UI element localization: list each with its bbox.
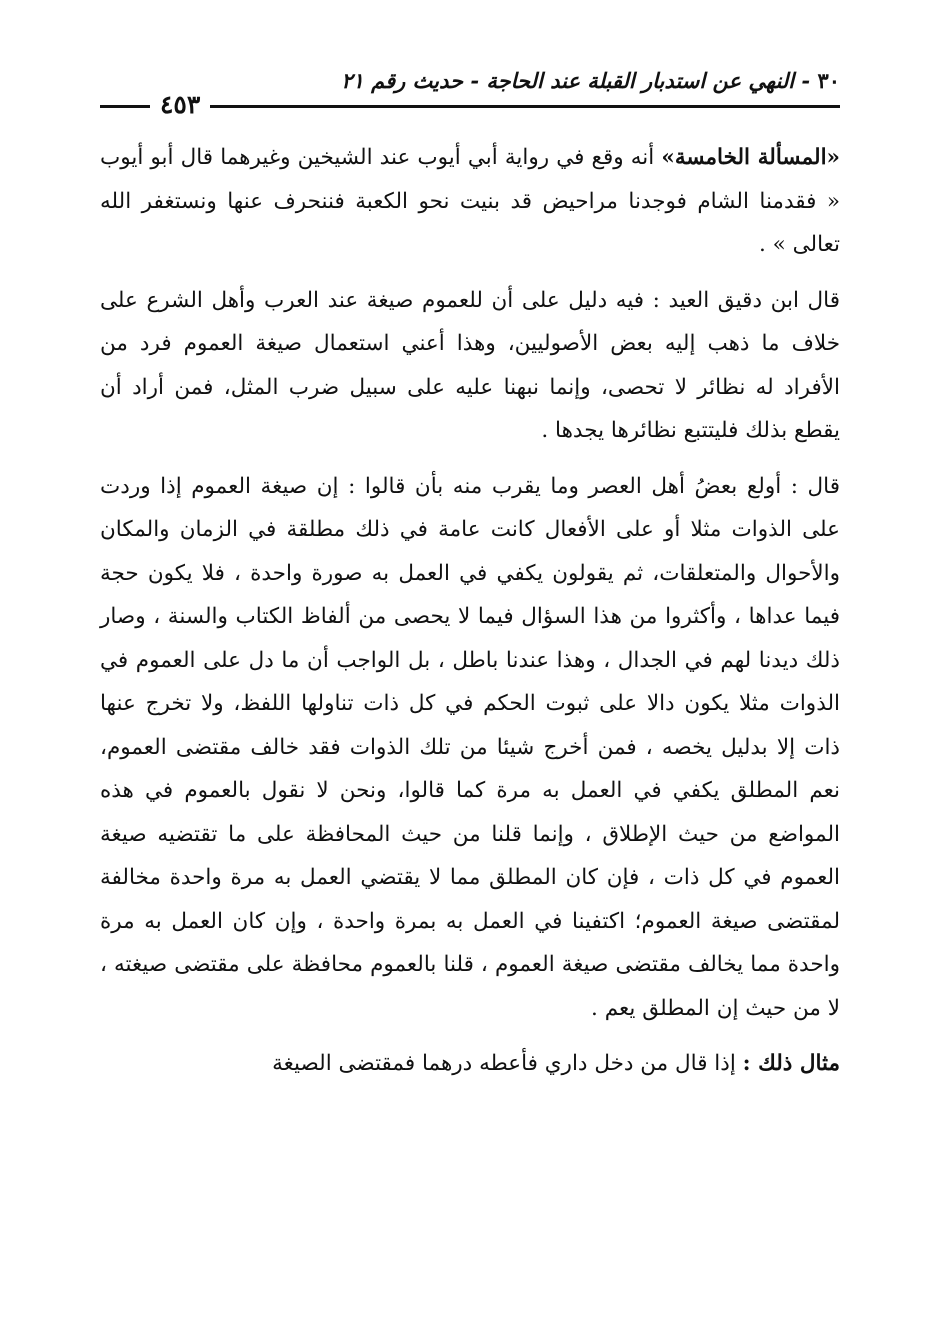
- paragraph-text: قال ابن دقيق العيد : فيه دليل على أن للعموم صيغة عند العرب وأهل الشرع على خلاف ما ذهب إليه بعض الأصوليين، وهذا أعني استعمال صيغة العموم فرد من الأفراد له نظائر لا تحصى، وإنما نبهنا عليه على سبيل ضرب المثل، فمن أراد أن يقطع بذلك فليتتبع نظائرها يجدها .: [100, 287, 840, 443]
- page-number: ٤٥٣: [150, 88, 210, 122]
- paragraph-lead: «المسألة الخامسة»: [661, 145, 840, 170]
- chapter-title: - النهي عن استدبار القبلة عند الحاجة - حديث رقم ٢١: [341, 68, 811, 93]
- header-rule: [100, 105, 840, 108]
- paragraph-4: [100, 1042, 840, 1086]
- book-page: [100, 60, 840, 1098]
- page-header: [100, 60, 840, 124]
- running-title: [341, 68, 840, 93]
- paragraph-lead: مثال ذلك :: [742, 1051, 840, 1076]
- paragraph-text: قال : أولع بعضُ أهل العصر وما يقرب منه بأن قالوا : إن صيغة العموم إذا وردت على الذوات مثلا أو على الأفعال كانت عامة في ذلك مطلقة في الزمان والمكان والأحوال والمتعلقات، ثم يقولون يكفي في العمل به صورة واحدة ، فلا يكون حجة فيما عداها ، وأكثروا من هذا السؤال فيما لا يحصى من ألفاظ الكتاب والسنة ، وصار ذلك ديدنا لهم في الجدال ، وهذا عندنا باطل ، بل الواجب أن ما دل على العموم في الذوات مثلا يكون دالا على ثبوت الحكم في كل ذات تناولها اللفظ، ولا تخرج عنها ذات إلا بدليل يخصه ، فمن أخرج شيئا من تلك الذوات فقد خالف مقتضى العموم، نعم المطلق يكفي في العمل به مرة كما قالوا، ونحن لا نقول بالعموم في هذه المواضع من حيث الإطلاق ، وإنما قلنا من حيث المحافظة على ما تقتضيه صيغة العموم في كل ذات ، فإن كان المطلق مما لا يقتضي العمل به مرة واحدة مخالفة لمقتضى صيغة العموم؛ اكتفينا في العمل به بمرة واحدة ، وإن كان العمل به مرة واحدة مما يخالف مقتضى صيغة العموم ، قلنا بالعموم محافظة على مقتضى صيغته ، لا من حيث إن المطلق يعم .: [100, 473, 840, 1021]
- body-text: [100, 136, 840, 1086]
- paragraph-1: [100, 136, 840, 267]
- paragraph-text: إذا قال من دخل داري فأعطه درهما فمقتضى الصيغة: [272, 1051, 743, 1076]
- chapter-number: ٣٠: [817, 68, 840, 93]
- paragraph-2: [100, 279, 840, 453]
- paragraph-text: أنه وقع في رواية أبي أيوب عند الشيخين وغيرهما قال أبو أيوب « فقدمنا الشام فوجدنا مراحيض قد بنيت نحو الكعبة فننحرف عنها ونستغفر الله تعالى » .: [100, 145, 840, 257]
- paragraph-3: [100, 465, 840, 1031]
